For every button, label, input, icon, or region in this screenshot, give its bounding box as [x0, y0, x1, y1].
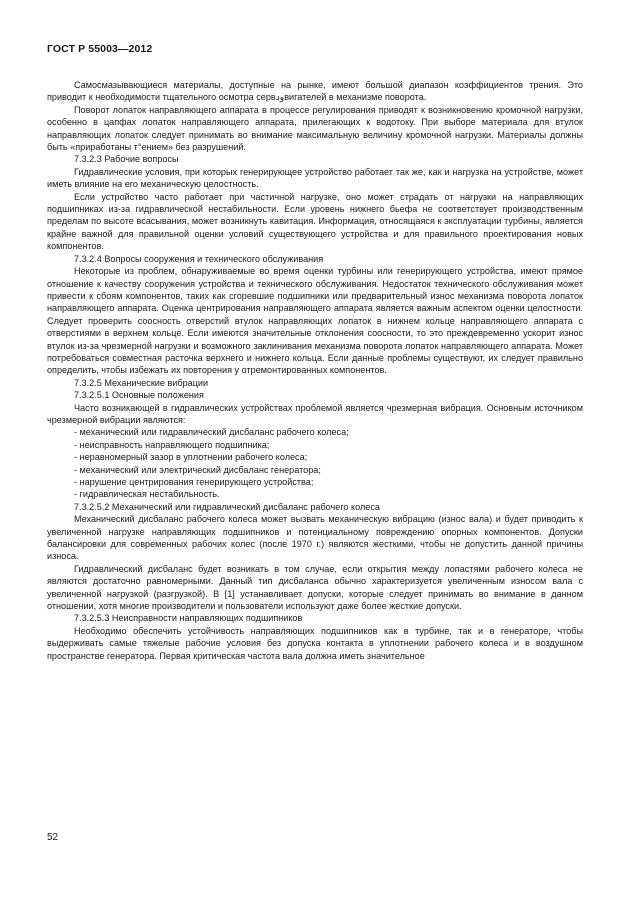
list-item: - механический или гидравлический дисбаланс рабочего колеса;	[74, 427, 349, 438]
paragraph: Поворот лопаток направляющего аппарата в процессе регулирования приводят к возникновению кромочной нагрузки, особенно в цапфах лопаток направляющего аппарата, прилегающих к водотоку. При выборе материала для втулок направляющих лопаток следует принимать во внимание максимальную величину кромочной нагрузки. Материалы должны быть «приработаны т°ением» без разрушений.	[47, 104, 583, 153]
list-item: - неравномерный зазор в уплотнении рабочего колеса;	[74, 452, 308, 463]
paragraph: Некоторые из проблем, обнаруживаемые во время оценки турбины или генерирующего устройства, имеют прямое отношение к качеству сооружения устройства и технического обслуживания. Недостаток технического обслуживания может привести к сбоям компонентов, таких как сгоревшие подшипники или предварительный износ механизма поворота лопаток направляющего аппарата. Оценка центрирования направляющего аппарата является важным аспектом оценки целостности. Следует проверить соосность отверстий втулок направляющих лопаток в нижнем кольце направляющего аппарата с отверстиями в верхнем кольце. Если имеются значительные отклонения соосности, то это преждевременно ускорит износ втулок из-за чрезмерной нагрузки и возможного заклинивания механизма поворота лопаток направляющего аппарата. Может потребоваться совместная расточка верхнего и нижнего кольца. Если данные проблемы существуют, их следует правильно определить, чтобы избежать их повторения у отремонтированных компонентов.	[47, 266, 583, 376]
section-heading: 7.3.2.5 Механические вибрации	[74, 377, 209, 388]
paragraph: Часто возникающей в гидравлических устройствах проблемой является чрезмерная вибрация. Основным источником чрезмерной вибрации являются:	[47, 402, 583, 425]
paragraph: Необходимо обеспечить устойчивость направляющих подшипников как в турбине, так и в генераторе, чтобы выдерживать самые тяжелые рабочие условия без допуска контакта в уплотнении рабочего колеса и в воздушном пространстве генератора. Первая критическая частота вала должна иметь значительное	[47, 625, 583, 661]
section-heading: 7.3.2.5.3 Неисправности направляющих подшипников	[74, 613, 303, 624]
section-heading: 7.3.2.4 Вопросы сооружения и технического обслуживания	[74, 253, 324, 264]
paragraph: Гидравлические условия, при которых генерирующее устройство работает так же, как и нагрузка на устройстве, может иметь влияние на его механическую целостность.	[47, 166, 583, 190]
section-heading: 7.3.2.5.1 Основные положения	[74, 390, 204, 401]
document-body	[47, 79, 583, 662]
section-heading: 7.3.2.5.2 Механический или гидравлический дисбаланс рабочего колеса	[74, 501, 380, 512]
paragraph: Гидравлический дисбаланс будет возникать в том случае, если открытия между лопастями рабочего колеса не являются достаточно равномерными. Данный тип дисбаланса обычно характеризуется увеличенным износом вала с увеличенной нагрузкой (разгрузкой). В [1] устанавливает допуски, которые следует принимать во внимание в данном отношении, хотя многие производители и пользователи используют даже более жесткие допуски.	[47, 563, 583, 612]
list-item: - гидравлическая нестабильность.	[74, 489, 220, 500]
page-number: 52	[47, 832, 59, 843]
paragraph: Механический дисбаланс рабочего колеса может вызвать механическую вибрацию (износ вала) и будет приводить к увеличенной нагрузке направляющих подшипников и потенциальному повреждению опорных компонентов. Допуски балансировки для современных рабочих колес (после 1970 г.) являются жесткими, чтобы не допустить данной причины износа.	[47, 514, 583, 562]
list-item: - нарушение центрирования генерирующего устройства;	[74, 477, 314, 487]
section-heading: 7.3.2.3 Рабочие вопросы	[74, 154, 179, 165]
standard-header: ГОСТ Р 55003—2012	[47, 43, 153, 55]
list-item: - механический или электрический дисбаланс генератора;	[74, 464, 321, 475]
list-item: - неисправность направляющего подшипника;	[74, 439, 270, 450]
paragraph: Самосмазывающиеся материалы, доступные на рынке, имеют большой диапазон коэффициентов трения. Это приводит к необходимости тщательного осмотра сервودвигателей в механизме поворота.	[47, 80, 583, 103]
paragraph: Если устройство часто работает при частичной нагрузке, оно может страдать от нагрузки на направляющих подшипниках из-за гидравлической нестабильности. Если уровень нижнего бьефа не соответствует производственным пределам по высоте всасывания, может возникнуть кавитация. Информация, относящаяся к эксплуатации турбины, является крайне важной для правильной оценки условий существующего устройства и для правильного проектирования новых компонентов.	[47, 191, 583, 252]
